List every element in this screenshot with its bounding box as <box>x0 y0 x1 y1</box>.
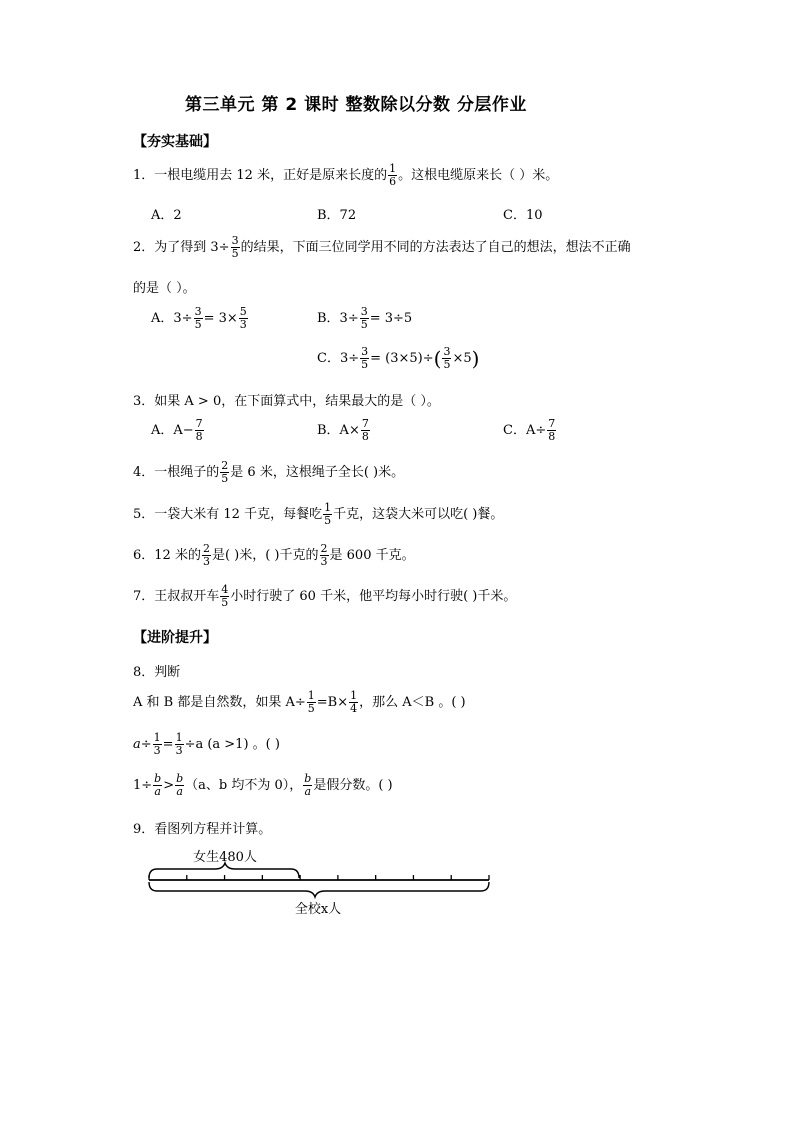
question-6: 6．12 米的 $\frac{2}{3}$ 是( )米，( )千克的 $\frac{2}{3}$ 是 600 千克。 <box>133 542 415 568</box>
question-5: 5．一袋大米有 12 千克，每餐吃 $\frac{1}{5}$ 千克，这袋大米可以吃( )餐。 <box>133 501 504 527</box>
q3-option-c: C．A÷ $\frac{7}{8}$ <box>503 417 556 443</box>
q2-text-mid: 的结果，下面三位同学用不同的方法表达了自己的想法，想法不正确 <box>240 240 631 255</box>
q1-text-tail: 。这根电缆原来长（ ）米。 <box>398 168 559 183</box>
q2-text: 2．为了得到 3÷ <box>133 240 230 255</box>
label-girls: 女生480人 <box>193 850 257 865</box>
bottom-brace <box>149 882 489 897</box>
q3-option-b: B．A× $\frac{7}{8}$ <box>317 417 369 443</box>
section-advanced: 【进阶提升】 <box>133 630 217 646</box>
page-title: 第三单元 第 2 课时 整数除以分数 分层作业 <box>185 95 527 115</box>
segment-diagram <box>145 845 495 920</box>
q8-statement-3: 1÷ $\frac{b}{a}$ > $\frac{b}{a}$ （a、b 均不为 0）， $\frac{b}{a}$ 是假分数。( ) <box>133 772 393 798</box>
question-4: 4．一根绳子的 $\frac{2}{5}$ 是 6 米，这根绳子全长( )米。 <box>133 459 405 485</box>
question-7: 7．王叔叔开车 $\frac{4}{5}$ 小时行驶了 60 千米，他平均每小时行驶( )千米。 <box>133 583 517 609</box>
q2-fraction: $\frac{3}{5}$ <box>231 234 239 260</box>
q2-option-b: B．3÷ $\frac{3}{5}$ = 3÷5 <box>317 305 413 331</box>
question-8-title: 8．判断 <box>133 665 181 680</box>
question-1 <box>133 163 558 188</box>
q1-option-b: B．72 <box>317 208 357 223</box>
q1-option-c: C．10 <box>503 208 543 223</box>
q1-option-a: A．2 <box>151 208 182 223</box>
q2-text-line2: 的是（ ）。 <box>133 281 196 296</box>
q2-option-a: A．3÷ $\frac{3}{5}$ = 3× $\frac{5}{3}$ <box>151 305 247 331</box>
section-basic: 【夯实基础】 <box>133 134 217 150</box>
q3-option-a: A．A− $\frac{7}{8}$ <box>151 417 203 443</box>
q1-fraction: $\frac{1}{6}$ <box>389 162 397 188</box>
label-total: 全校x人 <box>294 902 342 917</box>
q8-statement-1: A 和 B 都是自然数，如果 A÷ $\frac{1}{5}$ =B× $\frac{1}{4}$ ，那么 A＜B 。( ) <box>133 689 466 715</box>
q2-option-c: C．3÷ $\frac{3}{5}$ = (3×5)÷( $\frac{3}{5}$ ×5) <box>317 345 480 371</box>
q1-text: 1．一根电缆用去 12 米，正好是原来长度的 <box>133 168 388 183</box>
diagram-svg <box>145 845 495 920</box>
question-2 <box>133 235 631 260</box>
question-3: 3．如果 A > 0，在下面算式中，结果最大的是（ ）。 <box>133 394 440 409</box>
q8-statement-2: a÷ $\frac{1}{3}$ = $\frac{1}{3}$ ÷a (a >1) 。( ) <box>133 731 280 757</box>
question-9-title: 9．看图列方程并计算。 <box>133 822 272 837</box>
